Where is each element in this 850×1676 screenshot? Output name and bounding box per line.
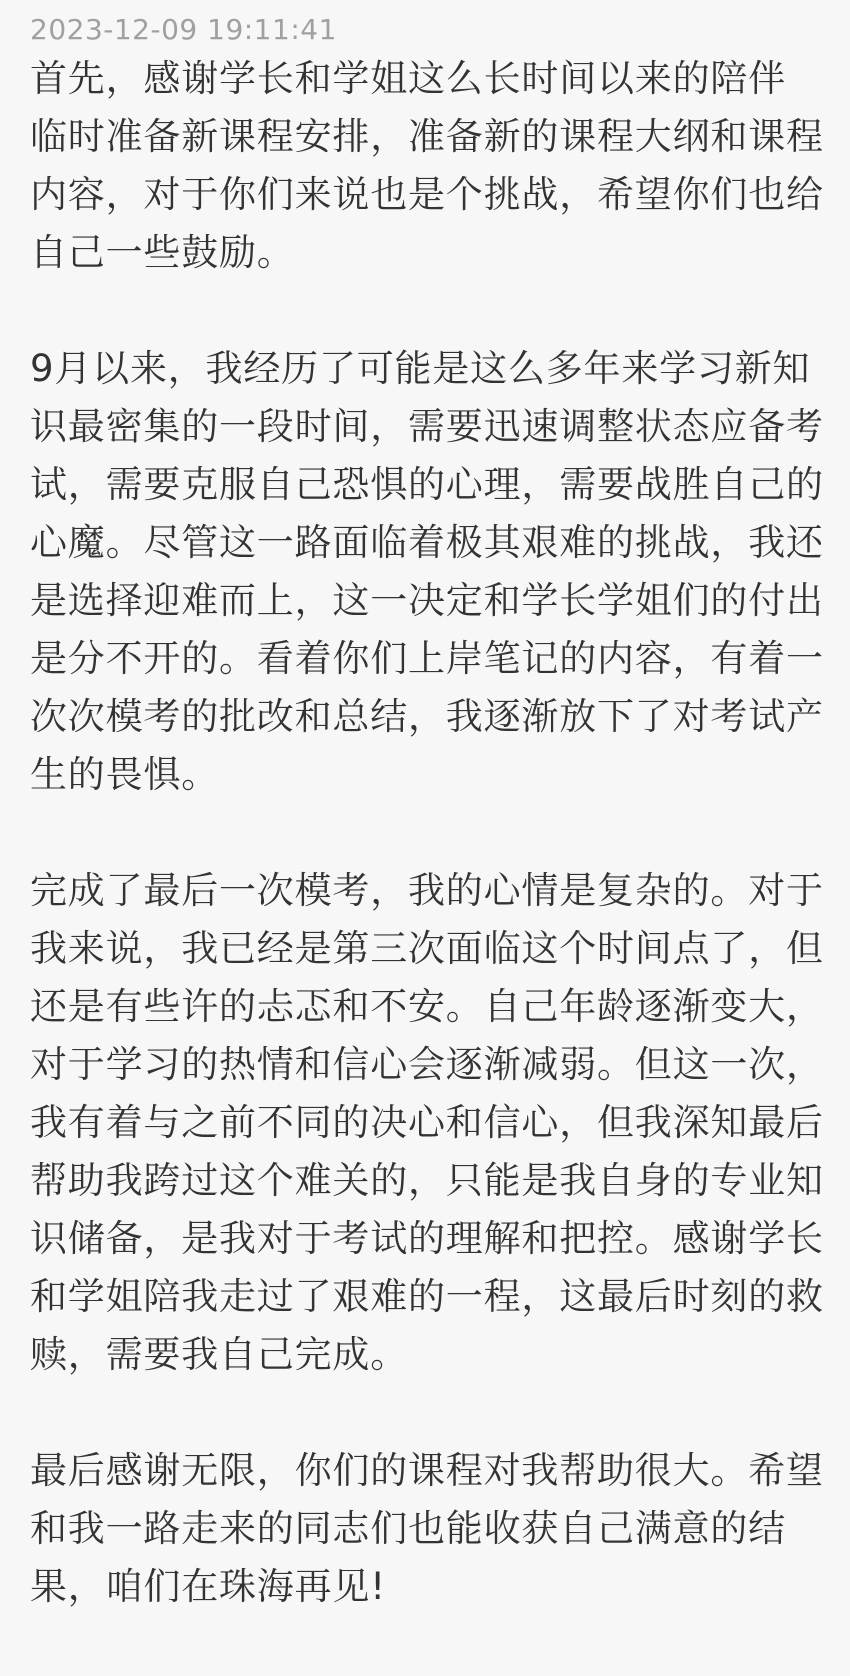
text-line: 和我一路走来的同志们也能收获自己满意的结 [30,1507,786,1550]
paragraph-1 [30,50,828,282]
paragraph-gap [30,282,828,340]
paragraph-4 [30,1442,828,1616]
text-line: 还是有些许的忐忑和不安。自己年龄逐渐变大， [30,985,824,1028]
text-line: 对于学习的热情和信心会逐渐减弱。但这一次， [30,1043,824,1086]
paragraph-3 [30,862,828,1384]
text-line: 首先，感谢学长和学姐这么长时间以来的陪伴 [30,57,786,100]
text-line: 完成了最后一次模考，我的心情是复杂的。对于 [30,869,824,912]
text-line: 果，咱们在珠海再见! [30,1565,386,1608]
text-line: 自己一些鼓励。 [30,231,295,274]
text-line: 心魔。尽管这一路面临着极其艰难的挑战，我还 [30,521,824,564]
text-line: 是选择迎难而上，这一决定和学长学姐们的付出 [30,579,824,622]
note-timestamp: 2023-12-09 19:11:41 [30,13,337,46]
text-line: 识储备，是我对于考试的理解和把控。感谢学长 [30,1217,824,1260]
text-line: 次次模考的批改和总结，我逐渐放下了对考试产 [30,695,824,738]
text-line: 我有着与之前不同的决心和信心，但我深知最后 [30,1101,824,1144]
text-line: 是分不开的。看着你们上岸笔记的内容，有着一 [30,637,824,680]
text-line: 和学姐陪我走过了艰难的一程，这最后时刻的救 [30,1275,824,1318]
note-body [30,50,828,1616]
text-line: 试，需要克服自己恐惧的心理，需要战胜自己的 [30,463,824,506]
text-line: 我来说，我已经是第三次面临这个时间点了，但 [30,927,824,970]
text-line: 临时准备新课程安排，准备新的课程大纲和课程 [30,115,824,158]
text-line: 识最密集的一段时间，需要迅速调整状态应备考 [30,405,824,448]
text-line: 最后感谢无限，你们的课程对我帮助很大。希望 [30,1449,824,1492]
text-line: 内容，对于你们来说也是个挑战，希望你们也给 [30,173,824,216]
paragraph-gap [30,804,828,862]
text-line: 赎，需要我自己完成。 [30,1333,408,1376]
text-line: 帮助我跨过这个难关的，只能是我自身的专业知 [30,1159,824,1202]
text-line: 9月以来，我经历了可能是这么多年来学习新知 [30,347,811,390]
text-line: 生的畏惧。 [30,753,219,796]
paragraph-gap [30,1384,828,1442]
paragraph-2 [30,340,828,804]
